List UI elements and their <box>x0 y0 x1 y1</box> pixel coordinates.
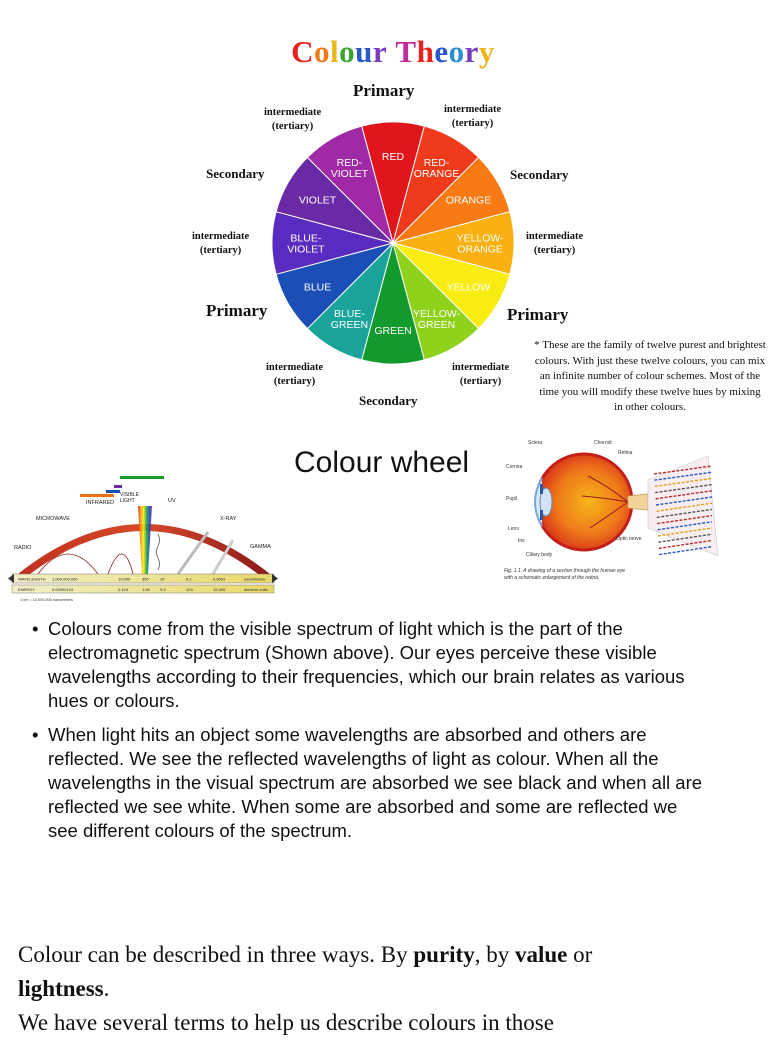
scale-value: 0.1 <box>186 576 192 582</box>
wheel-segment-label: GREEN <box>374 325 412 338</box>
eye-label-iris: Iris <box>518 538 525 544</box>
bullet-list <box>30 617 710 853</box>
page-title <box>0 34 768 70</box>
eye-label-pupil: Pupil <box>506 496 518 502</box>
wheel-segment-label: YELLOW-GREEN <box>413 307 461 331</box>
wheel-note: * These are the family of twelve purest and brightest colours. With just these twelve colours, you can mix an infinite number of colour schemes. Most of the time you will modify these twelve hues by mixing in other colours. <box>534 339 766 413</box>
wheel-segment-label: ORANGE <box>445 194 492 207</box>
wheel-segment-label: RED-VIOLET <box>330 157 369 181</box>
label-gamma: GAMMA <box>250 544 271 550</box>
eye-label-retina: Retina <box>618 450 633 456</box>
term-purity: purity <box>413 942 475 967</box>
visible-light-beam <box>138 506 152 574</box>
wheel-segment-label: YELLOW <box>446 281 491 294</box>
closing-line-2: We have several terms to help us describe colours in those <box>18 1010 554 1035</box>
wheel-segment-label: BLUE-GREEN <box>330 307 369 331</box>
scale-value: 0.124 <box>118 587 129 592</box>
label-visible-light: LIGHT <box>120 498 135 504</box>
label-secondary-bottom: Secondary <box>359 393 418 408</box>
scale-value: nanometers <box>244 576 266 582</box>
term-value: value <box>514 942 568 967</box>
closing-paragraph: Colour can be described in three ways. By purity, by value or lightness. We have several terms to help us describe colours in those <box>18 942 593 1035</box>
scale-value: 10,000 <box>118 576 131 582</box>
optic-nerve <box>628 494 648 510</box>
spectrum-bar-purple <box>114 485 122 488</box>
scale-value: 350 <box>142 576 149 582</box>
eye-label-sclera: Sclera <box>528 440 543 446</box>
title-letter: T <box>395 34 417 69</box>
title-letter: u <box>355 34 373 69</box>
eye-caption-line: with a schematic enlargement of the retina. <box>504 575 600 581</box>
title-letter <box>387 34 395 70</box>
bullet-item: • When light hits an object some wavelengths are absorbed and others are reflected. We see the reflected wavelengths of light as colour. When all the wavelengths in the visual spectrum are absorbed we see black and when all are reflected we see white. When some are absorbed and some are reflected we see different colours of the spectrum. <box>30 723 710 843</box>
spectrum-footnote: 1 nm = 10,000,000 nanometers <box>20 598 73 602</box>
label-primary-right: Primary <box>507 305 569 324</box>
title-letter: r <box>372 34 388 69</box>
label-intermediate-bottom-right: intermediate (tertiary) <box>452 362 510 387</box>
eye-label-ciliary: Ciliary body <box>526 552 553 558</box>
wheel-segment-label: RED <box>381 150 405 163</box>
label-secondary-right: Secondary <box>510 167 569 182</box>
label-radio: RADIO <box>14 545 32 551</box>
term-lightness: lightness <box>18 976 104 1001</box>
scale-value: WAVELENGTH <box>18 576 46 582</box>
title-letter: h <box>416 34 435 69</box>
title-letter: e <box>434 34 449 69</box>
eye-label-choroid: Choroid <box>594 440 612 446</box>
wheel-caption: Colour wheel <box>294 446 470 479</box>
scale-value: electron volts <box>244 587 268 592</box>
scale-value: 0.0001 <box>213 576 226 582</box>
label-uv: UV <box>168 498 176 504</box>
spectrum-bar-blue <box>106 490 120 493</box>
electromagnetic-spectrum-figure <box>8 474 280 608</box>
spectrum-bar-green <box>120 476 164 479</box>
label-intermediate-mid-right: intermediate (tertiary) <box>526 231 584 256</box>
title-letter: o <box>339 34 356 69</box>
label-intermediate-mid-left: intermediate (tertiary) <box>192 231 250 256</box>
title-letter: o <box>314 34 331 69</box>
label-secondary-left: Secondary <box>206 166 265 181</box>
bullet-item: • Colours come from the visible spectrum of light which is the part of the electromagnetic spectrum (Shown above). Our eyes perceive these visible wavelengths according to their frequencies, which our brain relates as various hues or colours. <box>30 617 710 713</box>
eye-label-lens: Lens <box>508 526 519 532</box>
scale-value: 12,400 <box>213 587 226 592</box>
wheel-segment-label: BLUE-VIOLET <box>287 232 325 256</box>
scale-value: 1,000,000,000 <box>52 576 78 582</box>
scale-value: 0.00000124 <box>52 587 74 592</box>
label-primary-left: Primary <box>206 301 268 320</box>
title-letter: o <box>448 34 465 69</box>
label-intermediate-top-left: intermediate (tertiary) <box>264 107 322 132</box>
wheel-segment-label: RED-ORANGE <box>413 157 460 181</box>
wheel-segment-label: VIOLET <box>298 194 337 207</box>
closing-text: Colour can be described in three ways. By <box>18 942 414 967</box>
title-letter: r <box>464 34 479 69</box>
spectrum-bar-orange <box>80 494 114 497</box>
label-xray: X-RAY <box>220 516 237 522</box>
iris <box>540 484 543 494</box>
title-letter: l <box>330 34 340 69</box>
colour-wheel <box>268 118 518 368</box>
wheel-segment-label: BLUE <box>303 281 332 294</box>
label-intermediate-top-right: intermediate (tertiary) <box>444 104 502 129</box>
scale-value: 3.3 <box>160 587 166 592</box>
eye-anatomy-figure <box>498 436 728 588</box>
eye-label-cornea: Cornea <box>506 464 523 470</box>
eye-caption-line: Fig. 1.1. A drawing of a section through the human eye <box>504 568 626 574</box>
label-visible: VISIBLE <box>120 492 139 498</box>
wheel-segment-label: YELLOW-ORANGE <box>456 232 504 256</box>
label-infrared: INFRARED <box>86 500 115 506</box>
title-letter: C <box>291 34 315 69</box>
scale-value: 124 <box>186 587 193 592</box>
label-microwave: MICROWAVE <box>36 516 70 522</box>
title-letter: y <box>478 34 495 69</box>
label-intermediate-bottom-left: intermediate (tertiary) <box>266 362 324 387</box>
eye-caption <box>504 568 625 581</box>
scale-value: 10 <box>160 576 165 582</box>
label-primary-top: Primary <box>353 81 415 100</box>
scale-value: 1.65 <box>142 587 150 592</box>
eye-label-optic: Optic nerve <box>616 536 642 542</box>
scale-value: ENERGY <box>18 587 35 592</box>
retina-enlargement <box>648 456 718 556</box>
